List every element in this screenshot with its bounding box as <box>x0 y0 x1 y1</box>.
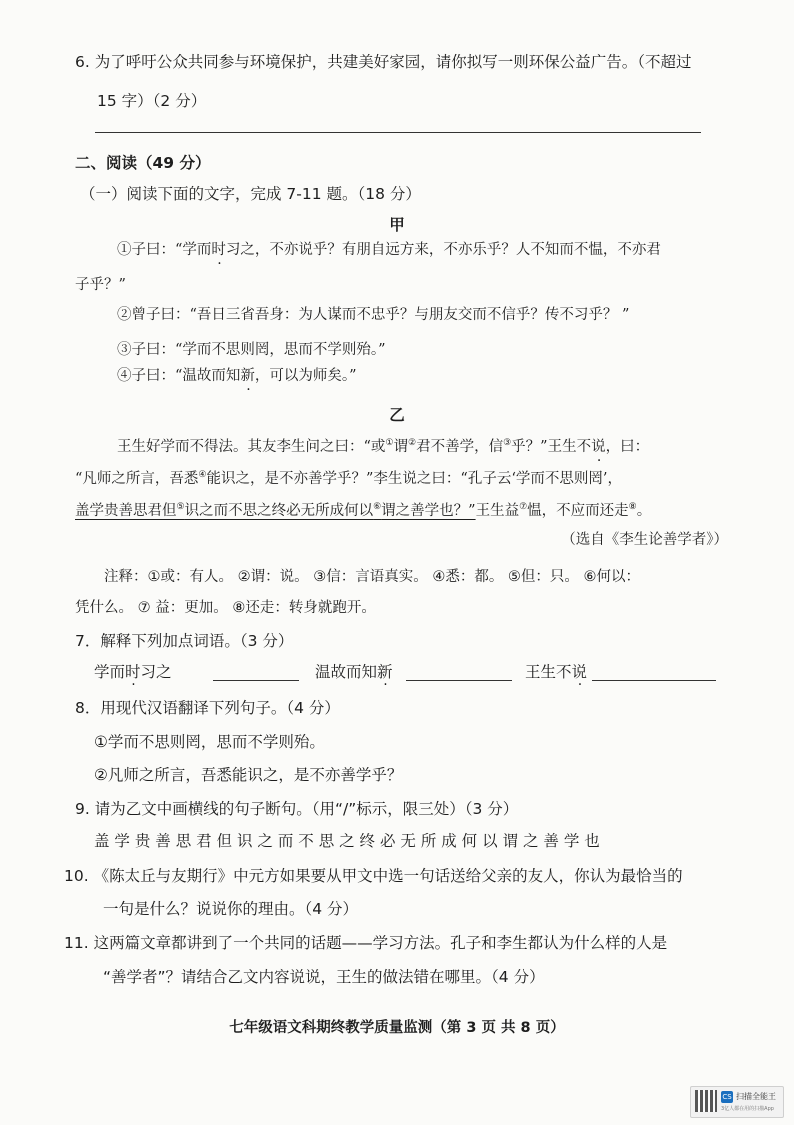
q7-w2a: 温故而知 <box>315 663 378 681</box>
jia-para-3: ③子曰：“学而不思则罔，思而不学则殆。” <box>117 342 386 358</box>
scanner-watermark <box>690 1086 784 1118</box>
q7-answer-blank-3[interactable] <box>592 664 716 681</box>
q9-stem: 9. 请为乙文中画横线的句子断句。（用“/”标示，限三处）（3 分） <box>75 800 519 818</box>
jia-l4b: ，可以为师矣。” <box>254 368 357 384</box>
dotted-word-xin: 新 <box>377 663 393 681</box>
q8-sentence-2: ②凡师之所言，吾悉能识之，是不亦善学乎？ <box>94 766 403 784</box>
camscanner-logo-icon: CS <box>722 1093 732 1101</box>
jia-l1a: ①子曰：“学而 <box>117 242 212 258</box>
jia-para-4 <box>117 366 357 386</box>
q7-word3 <box>525 662 587 682</box>
q7-stem: 7．解释下列加点词语。（3 分） <box>75 632 294 650</box>
q9-sentence: 盖 学 贵 善 思 君 但 识 之 而 不 思 之 终 必 无 所 成 何 以 谓 之 善 学 也 <box>94 832 600 850</box>
jia-l1b: 习之，不亦说乎？有朋自远方来，不亦乐乎？人不知而不愠，不亦君 <box>225 242 661 258</box>
underlined-sentence <box>75 503 476 519</box>
jia-para-1 <box>117 240 661 260</box>
yi-p3f: 。 <box>636 502 652 519</box>
note-ref: ② <box>408 438 417 448</box>
scanner-name: 扫描全能王 <box>736 1092 776 1101</box>
section-subtitle: （一）阅读下面的文字，完成 7-11 题。（18 分） <box>80 185 421 203</box>
yi-p1d: 乎？”王生不 <box>511 438 592 455</box>
qr-code-icon <box>695 1090 717 1112</box>
yi-p3a: 盖学贵善思君但 <box>75 502 177 519</box>
yi-p2b: 能识之，是不亦善学乎？”李生说之曰：“孔子云‘学而不思则罔’， <box>206 470 623 487</box>
q6-line1: 6. 为了呼吁公众共同参与环境保护，共建美好家园，请你拟写一则环保公益广告。（不超过 <box>75 53 692 71</box>
section-title: 二、阅读（49 分） <box>75 154 211 172</box>
scanner-tagline: 3亿人都在用的扫描App <box>721 1106 774 1112</box>
yi-p3d: 王生益 <box>475 502 520 519</box>
q7-w1a: 学而 <box>94 663 126 681</box>
yi-p3c: 谓之善学也？” <box>381 502 476 519</box>
q8-stem: 8．用现代汉语翻译下列句子。（4 分） <box>75 699 340 717</box>
dotted-word-xin: 新 <box>240 368 255 384</box>
note-ref: ⑤ <box>176 502 185 512</box>
jia-para-1-cont: 子乎？” <box>75 277 126 293</box>
yi-p1a: 王生好学而不得法。其友李生问之曰：“或 <box>117 438 386 455</box>
yi-p3b: 识之而不思之终必无所成何以 <box>184 502 374 519</box>
note-ref: ⑦ <box>519 502 528 512</box>
jia-heading: 甲 <box>389 216 405 234</box>
notes-line1: 注释：①或：有人。 ②谓：说。 ③信：言语真实。 ④悉：都。 ⑤但：只。 ⑥何以： <box>104 569 641 585</box>
yi-p1e: ，曰： <box>605 438 650 455</box>
q10-line1: 10. 《陈太丘与友期行》中元方如果要从甲文中选一句话送给父亲的友人，你认为最恰当的 <box>64 867 683 885</box>
yi-p3e: 愠，不应而还走 <box>527 502 629 519</box>
note-ref: ③ <box>503 438 512 448</box>
dotted-word-yue: 说 <box>591 438 606 455</box>
note-ref: ④ <box>198 470 207 480</box>
notes-line2: 凭什么。 ⑦ 益：更加。 ⑧还走：转身就跑开。 <box>75 600 376 616</box>
q6-answer-line[interactable] <box>95 132 701 133</box>
q11-line2: “善学者”？请结合乙文内容说说，王生的做法错在哪里。（4 分） <box>103 968 545 986</box>
note-ref: ① <box>385 438 394 448</box>
q8-sentence-1: ①学而不思则罔，思而不学则殆。 <box>94 733 325 751</box>
yi-para-line2 <box>75 465 622 489</box>
q7-word1 <box>94 662 172 682</box>
yi-p2a: “凡师之所言，吾悉 <box>75 470 199 487</box>
jia-l4a: ④子曰：“温故而知 <box>117 368 241 384</box>
note-ref: ⑧ <box>628 502 637 512</box>
page-footer: 七年级语文科期终教学质量监测（第 3 页 共 8 页） <box>229 1020 565 1036</box>
q11-line1: 11. 这两篇文章都讲到了一个共同的话题——学习方法。孔子和李生都认为什么样的人是 <box>64 934 668 952</box>
yi-para-line3 <box>75 497 651 521</box>
dotted-word-shi: 时 <box>211 242 226 258</box>
yi-para-line1 <box>117 433 649 457</box>
q7-word2 <box>315 662 393 682</box>
q7-answer-blank-1[interactable] <box>213 664 299 681</box>
yi-p1b: 谓 <box>393 438 408 455</box>
dotted-word-shi: 时 <box>125 663 141 681</box>
q10-line2: 一句是什么？说说你的理由。（4 分） <box>103 900 359 918</box>
yi-p1c: 君不善学，信 <box>416 438 504 455</box>
yi-heading: 乙 <box>389 406 405 424</box>
note-ref: ⑥ <box>373 502 382 512</box>
jia-para-2: ②曾子曰：“吾日三省吾身：为人谋而不忠乎？与朋友交而不信乎？传不习乎？ ” <box>117 307 630 323</box>
dotted-word-yue: 说 <box>571 663 588 681</box>
q7-w3a: 王生不 <box>525 663 572 681</box>
q7-w1b: 习之 <box>140 663 172 681</box>
q7-answer-blank-2[interactable] <box>406 664 512 681</box>
yi-source: （选自《李生论善学者》） <box>561 532 728 548</box>
q6-line2: 15 字）（2 分） <box>97 92 207 110</box>
